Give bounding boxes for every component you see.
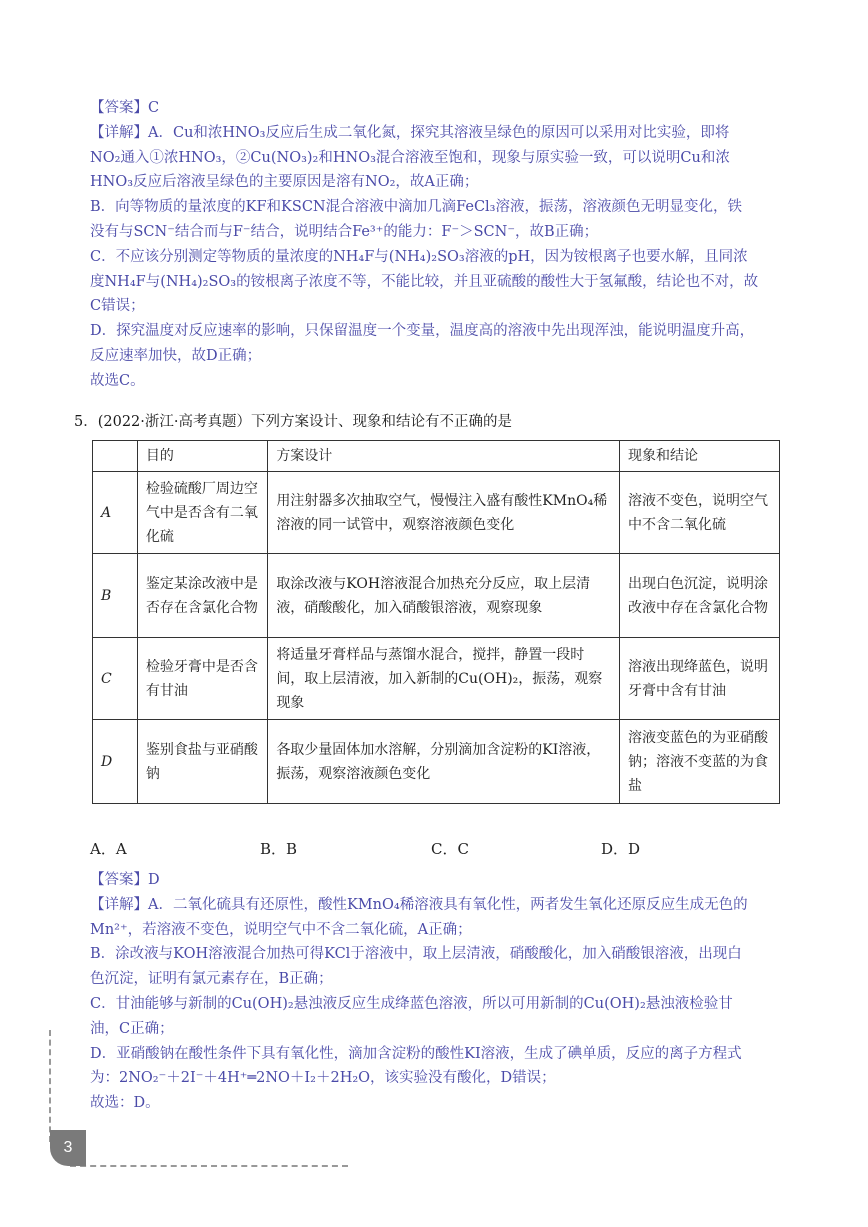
conclusion-cell: 溶液出现绛蓝色，说明牙膏中含有甘油	[619, 638, 779, 720]
answer-choices	[90, 838, 805, 862]
options-table	[92, 440, 780, 804]
design-cell: 各取少量固体加水溶解，分别滴加含淀粉的KI溶液，振荡，观察溶液颜色变化	[268, 720, 620, 804]
answer-line: 【答案】D	[90, 872, 160, 888]
header-cell: 方案设计	[268, 441, 620, 472]
explanation-line: 色沉淀，证明有氯元素存在，B正确；	[90, 971, 333, 988]
answer-block-1	[90, 96, 805, 394]
page-number-badge: 3	[50, 1130, 86, 1166]
explanation-line: 没有与SCN⁻结合而与F⁻结合，说明结合Fe³⁺的能力：F⁻＞SCN⁻，故B正确；	[90, 223, 599, 240]
purpose-cell: 检验硫酸厂周边空气中是否含有二氧化硫	[137, 472, 267, 554]
table-row	[93, 472, 780, 554]
table-row	[93, 638, 780, 720]
explanation-line: 反应速率加快，故D正确；	[90, 347, 262, 364]
conclusion-cell: 溶液不变色，说明空气中不含二氧化硫	[619, 472, 779, 554]
answer-block-2	[90, 868, 805, 1116]
explanation-line: HNO₃反应后溶液呈绿色的主要原因是溶有NO₂，故A正确；	[90, 174, 479, 191]
question-stem: 5．(2022·浙江·高考真题）下列方案设计、现象和结论有不正确的是	[74, 414, 512, 430]
row-label: D	[93, 720, 138, 804]
header-cell: 现象和结论	[619, 441, 779, 472]
row-label: C	[93, 638, 138, 720]
design-cell: 将适量牙膏样品与蒸馏水混合，搅拌，静置一段时间，取上层清液，加入新制的Cu(OH)₂，振荡，观察现象	[268, 638, 620, 720]
table-row	[93, 720, 780, 804]
explanation-line: Mn²⁺，若溶液不变色，说明空气中不含二氧化硫，A正确；	[90, 921, 472, 938]
explanation-line: C．不应该分别测定等物质的量浓度的NH₄F与(NH₄)₂SO₃溶液的pH，因为铵根离子也要水解，且同浓	[90, 248, 748, 265]
header-cell	[93, 441, 138, 472]
page-margin-dashed-line	[49, 1030, 51, 1142]
explanation-line: 油，C正确；	[90, 1020, 174, 1037]
design-cell: 取涂改液与KOH溶液混合加热充分反应，取上层清液，硝酸酸化，加入硝酸银溶液，观察现象	[268, 554, 620, 638]
choice-d[interactable]: D．D	[601, 840, 641, 858]
purpose-cell: 鉴定某涂改液中是否存在含氯化合物	[137, 554, 267, 638]
answer-line: 【答案】C	[90, 100, 160, 116]
choice-c[interactable]: C．C	[431, 840, 469, 858]
choice-a[interactable]: A．A	[90, 840, 127, 858]
explanation-line: B．向等物质的量浓度的KF和KSCN混合溶液中滴加几滴FeCl₃溶液，振荡，溶液颜色无明显变化，铁	[90, 199, 742, 216]
explanation-line: D．探究温度对反应速率的影响，只保留温度一个变量，温度高的溶液中先出现浑浊，能说明温度升高，	[90, 323, 755, 340]
purpose-cell: 鉴别食盐与亚硝酸钠	[137, 720, 267, 804]
explanation-line: C．甘油能够与新制的Cu(OH)₂悬浊液反应生成绛蓝色溶液，所以可用新制的Cu(OH)₂悬浊液检验甘	[90, 995, 733, 1012]
conclusion-cell: 出现白色沉淀，说明涂改液中存在含氯化合物	[619, 554, 779, 638]
explanation-line: D．亚硝酸钠在酸性条件下具有氧化性，滴加含淀粉的酸性KI溶液，生成了碘单质，反应的离子方程式	[90, 1045, 742, 1062]
row-label: B	[93, 554, 138, 638]
explanation-line: 为：2NO₂⁻＋2I⁻＋4H⁺═2NO＋I₂＋2H₂O，该实验没有酸化，D错误；	[90, 1070, 556, 1087]
page-footer-dashed-line	[70, 1165, 348, 1167]
header-cell: 目的	[137, 441, 267, 472]
design-cell: 用注射器多次抽取空气，慢慢注入盛有酸性KMnO₄稀溶液的同一试管中，观察溶液颜色变化	[268, 472, 620, 554]
explanation-line: 【详解】A．二氧化硫具有还原性，酸性KMnO₄稀溶液具有氧化性，两者发生氧化还原反应生成无色的	[90, 896, 748, 913]
choice-b[interactable]: B．B	[260, 840, 298, 858]
table-row	[93, 554, 780, 638]
purpose-cell: 检验牙膏中是否含有甘油	[137, 638, 267, 720]
explanation-line: 故选C。	[90, 372, 145, 389]
explanation-line: B．涂改液与KOH溶液混合加热可得KCl于溶液中，取上层清液，硝酸酸化，加入硝酸银溶液，出现白	[90, 946, 742, 963]
explanation-line: C错误；	[90, 298, 145, 315]
row-label: A	[93, 472, 138, 554]
explanation-line: 【详解】A．Cu和浓HNO₃反应后生成二氧化氮，探究其溶液呈绿色的原因可以采用对比实验，即将	[90, 124, 730, 141]
explanation-line: NO₂通入①浓HNO₃，②Cu(NO₃)₂和HNO₃混合溶液至饱和，现象与原实验一致，可以说明Cu和浓	[90, 149, 730, 166]
table-header-row	[93, 441, 780, 472]
explanation-line: 度NH₄F与(NH₄)₂SO₃的铵根离子浓度不等，不能比较，并且亚硫酸的酸性大于氢氟酸，结论也不对，故	[90, 273, 759, 290]
conclusion-cell: 溶液变蓝色的为亚硝酸钠；溶液不变蓝的为食盐	[619, 720, 779, 804]
explanation-line: 故选：D。	[90, 1095, 160, 1112]
